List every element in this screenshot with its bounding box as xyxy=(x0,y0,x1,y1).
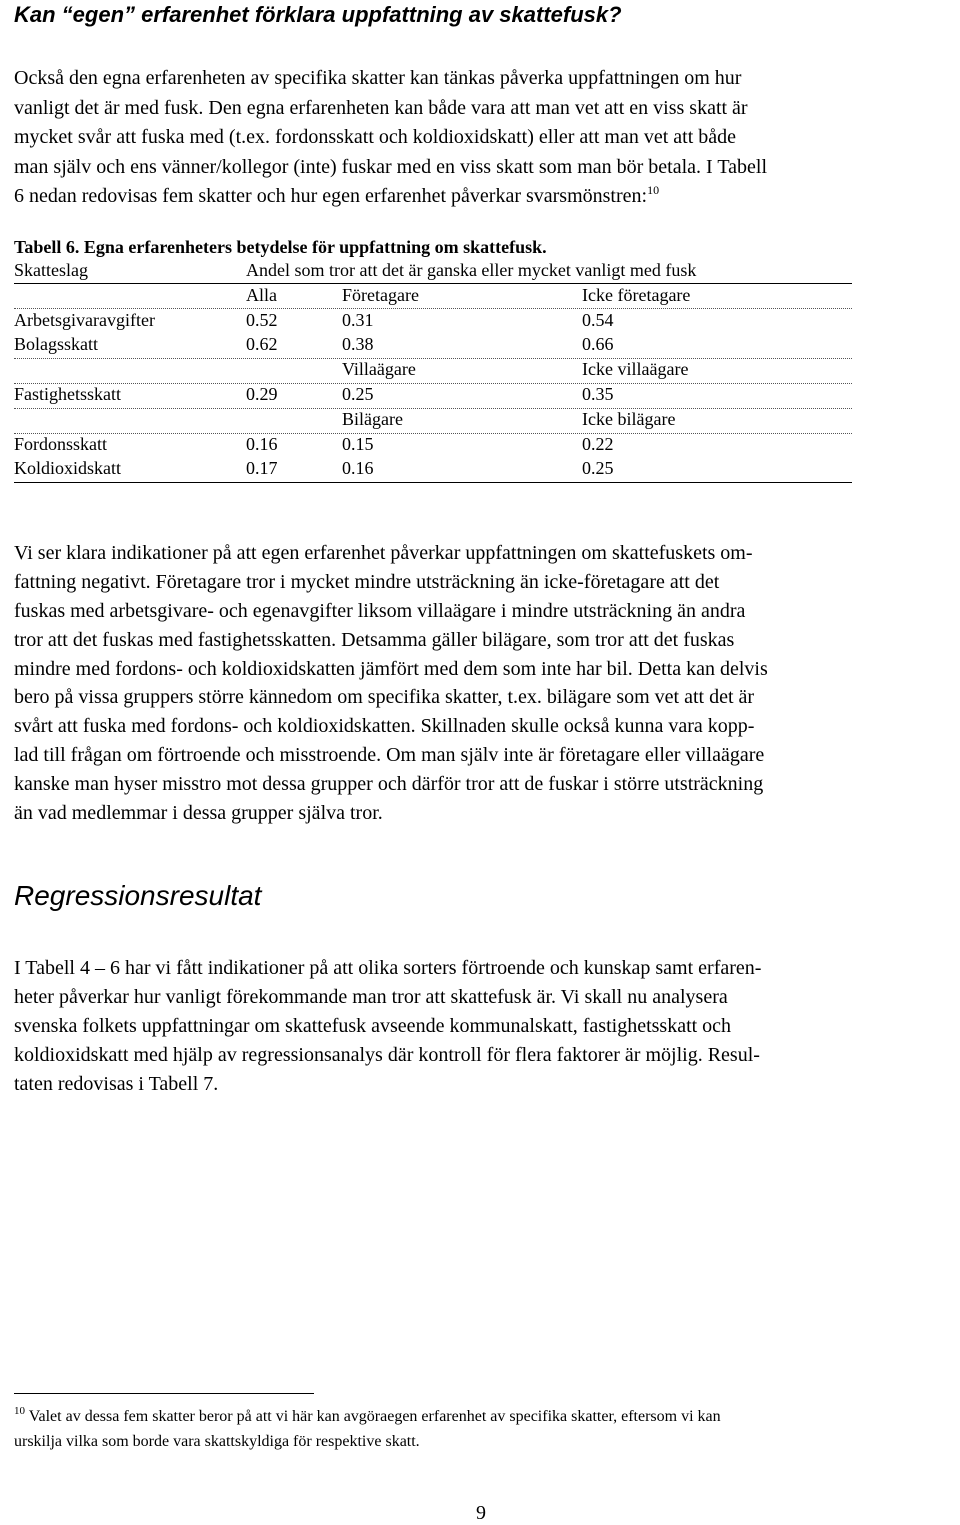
footnote xyxy=(14,1404,954,1454)
table-subheader-row xyxy=(14,358,852,383)
table-cell: 0.66 xyxy=(582,334,614,355)
text-line: vanligt det är med fusk. Den egna erfarenheten kan både vara att man vet att en viss skatt är xyxy=(14,96,748,119)
table-row xyxy=(14,333,852,358)
table-cell: 0.15 xyxy=(342,433,374,454)
section-heading-regression: Regressionsresultat xyxy=(14,880,262,911)
table-cell: Bilägare xyxy=(342,408,403,429)
footnote-line xyxy=(14,1404,954,1429)
footnote-line: urskilja vilka som borde vara skattskyldiga för respektive skatt. xyxy=(14,1433,420,1450)
table-cell: Bolagsskatt xyxy=(14,334,98,355)
text-line: mindre med fordons- och koldioxidskatten jämfört med dem som inte har bil. Detta kan delvis xyxy=(14,657,768,680)
table-cell: 0.16 xyxy=(246,433,278,454)
table-row xyxy=(14,433,852,458)
footnote-separator xyxy=(14,1393,314,1394)
header-cell-share: Andel som tror att det är ganska eller mycket vanligt med fusk xyxy=(246,260,697,280)
table-cell: Icke bilägare xyxy=(582,408,676,429)
text-line: fuskas med arbetsgivare- och egenavgifter liksom villaägare i mindre utsträckning än andra xyxy=(14,599,746,622)
paragraph-regression xyxy=(14,954,954,1098)
page-number: 9 xyxy=(476,1502,486,1524)
table-cell: Arbetsgivaravgifter xyxy=(14,309,155,330)
text-line: tror att det fuskas med fastighetsskatten. Detsamma gäller bilägare, som tror att det fuskas xyxy=(14,628,735,651)
table-cell: Företagare xyxy=(342,284,419,305)
table-cell: 0.35 xyxy=(582,383,614,404)
text-line: fattning negativt. Företagare tror i mycket mindre utsträckning än icke-företagare att det xyxy=(14,570,720,593)
text-line: mycket svår att fuska med (t.ex. fordonsskatt och koldioxidskatt) eller att man vet att både xyxy=(14,126,737,148)
text-line: svårt att fuska med fordons- och koldioxidskatten. Skillnaden skulle också kunna vara kopp- xyxy=(14,715,755,738)
text-line: Också den egna erfarenheten av specifika skatter kan tänkas påverka uppfattningen om hur xyxy=(14,67,742,89)
table-cell: 0.22 xyxy=(582,433,614,454)
table-cell: 0.52 xyxy=(246,309,278,330)
table-caption: Tabell 6. Egna erfarenheters betydelse för uppfattning om skattefusk. xyxy=(14,237,547,257)
section-heading: Kan “egen” erfarenhet förklara uppfattning av skattefusk? xyxy=(14,2,622,27)
text-line: bero på vissa gruppers större kännedom om specifika skatter, t.ex. bilägare som vet att det är xyxy=(14,686,755,709)
text-line: än vad medlemmar i dessa grupper själva tror. xyxy=(14,802,383,825)
table-cell: 0.31 xyxy=(342,309,374,330)
text-line: I Tabell 4 – 6 har vi fått indikationer på att olika sorters förtroende och kunskap samt erfaren- xyxy=(14,957,762,979)
text-line: koldioxidskatt med hjälp av regressionsanalys där kontroll för flera faktorer är möjlig. Resul- xyxy=(14,1043,760,1066)
text-line: heter påverkar hur vanligt förekommande man tror att skattefusk är. Vi skall nu analysera xyxy=(14,985,728,1008)
table-cell: 0.29 xyxy=(246,383,278,404)
table-row xyxy=(14,309,852,334)
footnote-reference: 10 xyxy=(647,183,660,197)
table-cell: 0.38 xyxy=(342,334,374,355)
table-cell: 0.25 xyxy=(582,458,614,479)
table-cell: 0.17 xyxy=(246,458,278,479)
table-rule-bottom xyxy=(14,482,852,483)
table-cell: 0.54 xyxy=(582,309,614,330)
text-line: svenska folkets uppfattningar om skattefusk avseende kommunalskatt, fastighetsskatt och xyxy=(14,1014,732,1037)
paragraph-intro xyxy=(14,64,954,212)
paragraph-discussion xyxy=(14,539,954,828)
table-cell: 0.25 xyxy=(342,383,374,404)
table-cell: Fastighetsskatt xyxy=(14,383,121,404)
data-table xyxy=(14,259,852,482)
table-subheader-row xyxy=(14,408,852,433)
table-row xyxy=(14,457,852,482)
table-cell: 0.62 xyxy=(246,334,278,355)
table-cell: 0.16 xyxy=(342,458,374,479)
text-line: taten redovisas i Tabell 7. xyxy=(14,1072,219,1095)
text-line: kanske man hyser misstro mot dessa grupper och därför tror att de fuskar i större utsträckning xyxy=(14,773,764,796)
table-cell: Fordonsskatt xyxy=(14,433,108,454)
footnote-number: 10 xyxy=(14,1405,25,1417)
table-subheader-row xyxy=(14,284,852,309)
text-line: lad till frågan om förtroende och misstroende. Om man själv inte är företagare eller villaägare xyxy=(14,744,765,767)
table-row xyxy=(14,383,852,408)
text-line: man själv och ens vänner/kollegor (inte) fuskar med en viss skatt som man bör betala. I Tabell xyxy=(14,155,768,178)
text-line-content: 6 nedan redovisas fem skatter och hur egen erfarenhet påverkar svarsmönstren: xyxy=(14,185,648,207)
table-cell: Icke villaägare xyxy=(582,359,689,380)
header-cell-tax-type: Skatteslag xyxy=(14,260,88,280)
table-cell: Alla xyxy=(246,284,277,305)
text-line: Vi ser klara indikationer på att egen erfarenhet påverkar uppfattningen om skattefuskets om- xyxy=(14,542,753,564)
table-cell: Koldioxidskatt xyxy=(14,458,121,479)
table-cell: Icke företagare xyxy=(582,284,691,305)
footnote-text: Valet av dessa fem skatter beror på att vi här kan avgöraegen erfarenhet av specifika skatter, eftersom vi kan xyxy=(25,1408,721,1425)
table-cell: Villaägare xyxy=(342,359,416,380)
text-line xyxy=(14,182,954,212)
table-header-row xyxy=(14,259,852,284)
